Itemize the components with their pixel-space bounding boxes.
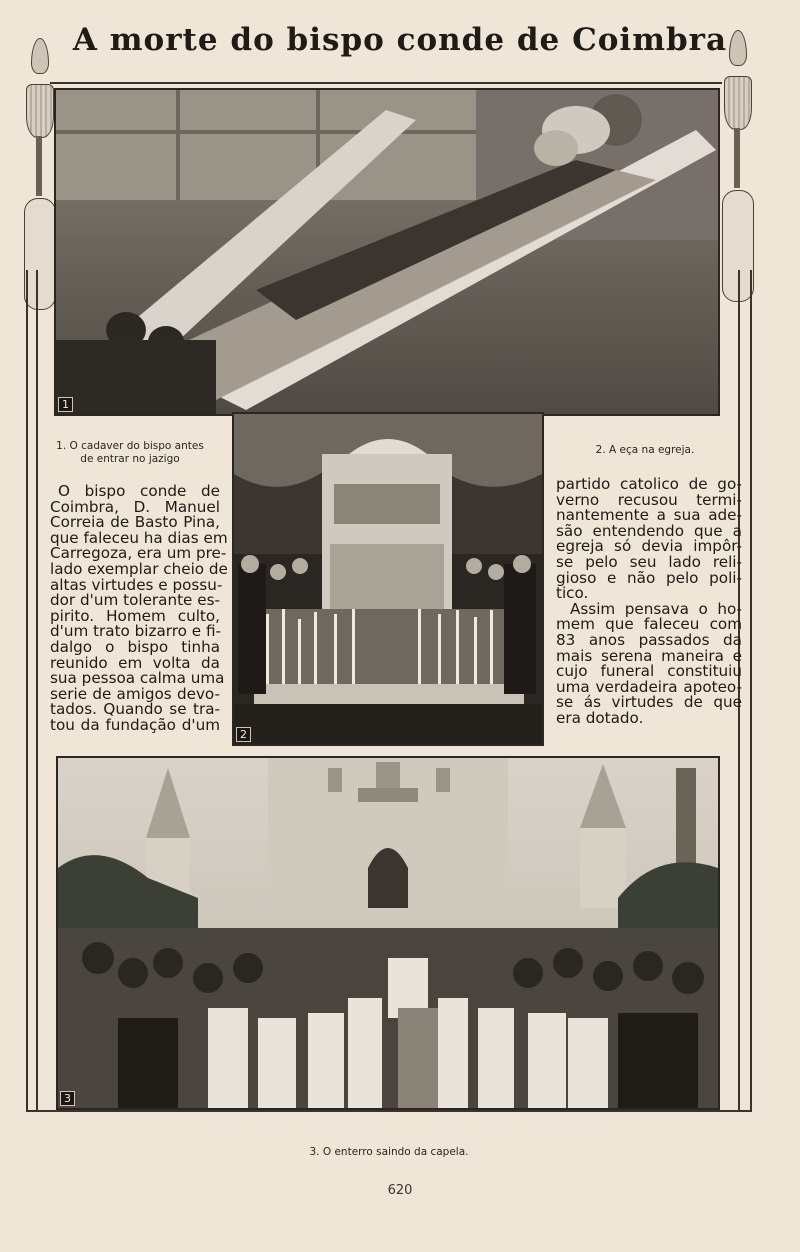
article-line: se ás virtudes de que bbox=[556, 693, 742, 712]
article-line: tico. bbox=[556, 584, 589, 603]
article-line: Carregoza, era um pre- bbox=[50, 544, 227, 563]
article-line: mem que faleceu com bbox=[556, 615, 742, 634]
article-line: que faleceu ha dias em bbox=[50, 528, 228, 547]
frame-right-inner-rule bbox=[750, 270, 752, 1110]
article-line: Coimbra, D. Manuel bbox=[50, 497, 220, 516]
article-line: egreja só devia impôr- bbox=[556, 537, 742, 556]
article-line: reunido em volta da bbox=[50, 653, 220, 672]
photo-catafalque bbox=[232, 412, 544, 746]
photo-1-caption bbox=[40, 440, 220, 466]
article-line: pirito. Homem culto, bbox=[50, 606, 220, 625]
photo-funeral-procession bbox=[56, 756, 720, 1110]
right-torch-ornament bbox=[720, 30, 754, 310]
article-line: 83 anos passados da bbox=[556, 630, 742, 649]
photo-bishop-coffin-image bbox=[56, 90, 718, 414]
photo-bishop-coffin bbox=[54, 88, 720, 416]
article-line: altas virtudes e possu- bbox=[50, 575, 223, 594]
frame-bottom-rule bbox=[26, 1110, 752, 1112]
article-line: Assim pensava o ho- bbox=[570, 599, 742, 618]
article-line: nantemente a sua ade- bbox=[556, 506, 742, 525]
photo-2-caption bbox=[560, 444, 730, 457]
page-number: 620 bbox=[387, 1183, 413, 1198]
article-line: d'um trato bizarro e fi- bbox=[50, 622, 222, 641]
article-line: verno recusou termi- bbox=[556, 490, 742, 509]
article-line: lado exemplar cheio de bbox=[50, 559, 228, 578]
photo-catafalque-image bbox=[234, 414, 542, 744]
article-line: Correia de Basto Pina, bbox=[50, 513, 220, 532]
photo-number-1: 1 bbox=[58, 397, 73, 412]
caption-line: 1. O cadaver do bispo antes bbox=[56, 440, 204, 452]
article-line: era dotado. bbox=[556, 708, 644, 727]
caption-line: de entrar no jazigo bbox=[80, 453, 180, 465]
article-line: gioso e não pelo poli- bbox=[556, 568, 742, 587]
page-title: A morte do bispo conde de Coimbra bbox=[72, 22, 728, 58]
article-line: serie de amigos devo- bbox=[50, 684, 220, 703]
frame-left-rule bbox=[26, 270, 28, 1110]
article-line: dor d'um tolerante es- bbox=[50, 591, 220, 610]
caption-line: 3. O enterro saindo da capela. bbox=[309, 1146, 469, 1158]
caption-line: 2. A eça na egreja. bbox=[595, 444, 695, 456]
article-line: tou da fundação d'um bbox=[50, 715, 220, 734]
frame-top-rule bbox=[50, 82, 722, 84]
photo-funeral-procession-image bbox=[58, 758, 718, 1108]
article-right-column bbox=[556, 477, 742, 727]
article-line: mais serena maneira e bbox=[556, 646, 742, 665]
photo-3-caption bbox=[0, 1146, 778, 1159]
article-line: O bispo conde de bbox=[58, 482, 220, 500]
frame-left-inner-rule bbox=[36, 270, 38, 1110]
article-line: cujo funeral constituiu bbox=[556, 662, 742, 681]
photo-number-2: 2 bbox=[236, 727, 251, 742]
article-line: são entendendo que a bbox=[556, 521, 742, 540]
article-left-column bbox=[50, 482, 228, 734]
article-line: dalgo o bispo tinha bbox=[50, 637, 220, 656]
article-line: tados. Quando se tra- bbox=[50, 700, 220, 719]
article-line: uma verdadeira apoteo- bbox=[556, 677, 742, 696]
article-line: partido catolico de go- bbox=[556, 475, 742, 493]
photo-number-3: 3 bbox=[60, 1091, 75, 1106]
article-line: se pelo seu lado reli- bbox=[556, 552, 742, 571]
article-line: sua pessoa calma uma bbox=[50, 669, 225, 688]
